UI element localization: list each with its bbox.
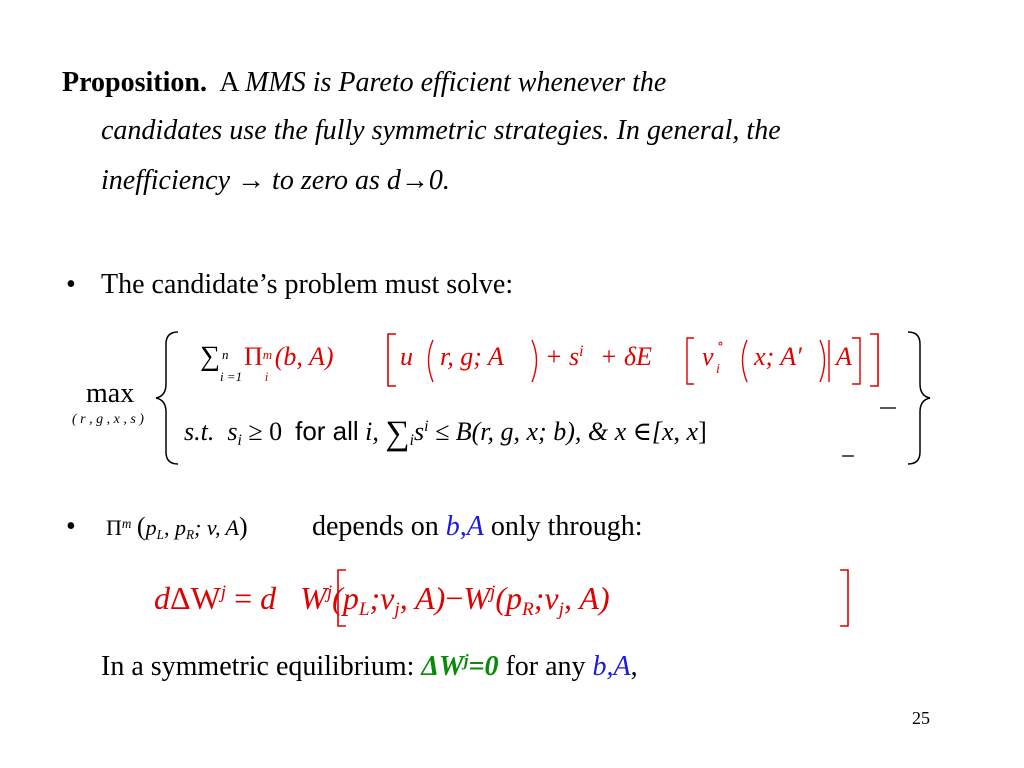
pi1-sup: m <box>262 347 273 362</box>
pi1-sub: i <box>264 369 269 384</box>
pi2-sup: m <box>121 515 132 531</box>
pi2-pl: p <box>145 515 157 540</box>
formula1-row2 <box>184 414 707 453</box>
f2-d2: d <box>252 580 277 616</box>
st-label: s.t. <box>184 417 215 446</box>
budget-constraint: ≤ B(r, g, x; b), & x ∈[ <box>434 417 662 446</box>
pi-expression: $\Pi^m$ (pL, pR; v, A) <box>106 512 248 542</box>
v-sup: ∘ <box>717 337 724 352</box>
sum2-sub: i <box>409 431 414 449</box>
big-bracket-open <box>388 334 396 386</box>
f2-d: d <box>154 580 170 616</box>
sym-delta-w: ΔW <box>421 651 464 682</box>
f2-delta-w: ΔW <box>170 580 221 616</box>
sym-ba-blue: b,A <box>592 651 631 682</box>
f2-j5: j <box>558 598 564 620</box>
pi2-pl-sub: L <box>156 526 164 542</box>
f2-w1: W <box>300 580 327 616</box>
x-lower: x <box>662 417 674 446</box>
formula1-row1 <box>200 340 334 384</box>
f2-w2-open: (p <box>495 580 523 616</box>
bullet-marker-2: • <box>66 511 76 542</box>
f2-bracket-close <box>840 570 848 626</box>
u-symbol: u <box>400 342 413 371</box>
v-sub: i <box>716 362 720 377</box>
sym-comma: , <box>630 651 638 682</box>
x-upper: x <box>686 417 699 446</box>
delta-wj-green <box>421 651 498 682</box>
big-bracket-close <box>870 334 878 386</box>
symmetric-line <box>101 650 638 687</box>
pi-symbol-1: Π <box>243 342 263 371</box>
formula2 <box>154 578 610 624</box>
max-subscript: ( r , g , x , s ) <box>72 412 144 427</box>
f2-semi-v1: ;v <box>369 580 395 616</box>
for-all: for all <box>295 416 359 446</box>
x-comma: , <box>673 417 681 446</box>
bullet-text-2 <box>312 510 643 544</box>
pi2-paren-close: ) <box>239 512 248 541</box>
only-through-text: only through: <box>490 511 643 542</box>
s-var-sub: i <box>237 431 242 449</box>
pi2-pr-sub: R <box>185 526 194 542</box>
f2-semi-v2: ;v <box>533 580 559 616</box>
proposition-lead: A <box>219 67 239 98</box>
x-close: ] <box>698 417 707 446</box>
v-paren-open <box>743 340 748 382</box>
v-args: x; A′ <box>754 342 802 371</box>
bullet-marker-1: • <box>66 269 76 300</box>
pi2-paren-open: ( <box>136 512 146 541</box>
f2-l: L <box>358 598 370 620</box>
max-word: max <box>86 378 135 409</box>
i-comma: i, <box>365 417 379 446</box>
f2-r: R <box>522 598 534 620</box>
v-term <box>702 340 714 374</box>
pi-symbol-2: Π <box>106 515 122 540</box>
proposition-text-1: MMS is Pareto efficient whenever the <box>245 67 667 98</box>
symmetric-text: In a symmetric equilibrium: <box>101 651 415 682</box>
u-term <box>400 340 413 374</box>
f2-w2: W <box>463 580 491 616</box>
f2-w1-open: (p <box>332 580 359 616</box>
f2-j3: j <box>394 598 400 620</box>
f2-eq: = <box>234 580 253 616</box>
left-brace <box>156 332 178 464</box>
f2-a-close1: , A) <box>399 580 446 616</box>
for-any-text: for any <box>505 651 586 682</box>
s2-sup: i <box>424 418 429 436</box>
s2-var: s <box>414 417 425 446</box>
ba-blue: b,A <box>445 511 484 542</box>
sum1-sup: n <box>221 347 229 362</box>
condition-a: A <box>836 342 852 371</box>
pi2-rest: ; v, A <box>194 515 239 540</box>
sym-j: j <box>463 650 469 670</box>
u-args: r, g; A <box>440 342 504 371</box>
sym-eq0: =0 <box>468 651 499 682</box>
s-var: s <box>227 417 238 446</box>
pi2-pr: p <box>174 515 186 540</box>
v-symbol: v <box>702 342 714 371</box>
sum-symbol-2: ∑ <box>385 415 410 452</box>
u-paren-open <box>429 340 434 382</box>
plus-s: + s <box>545 342 580 371</box>
f2-a-close2: , A) <box>563 580 610 616</box>
v-paren-close <box>820 340 825 382</box>
u-paren-close <box>532 340 537 382</box>
f2-j2: j <box>326 582 333 604</box>
f2-minus: − <box>445 580 464 616</box>
f2-j4: j <box>490 582 496 604</box>
proposition-line-3: inefficiency → to zero as d→0. <box>101 165 450 196</box>
sum-symbol-1: ∑ <box>200 341 220 372</box>
page-number: 25 <box>912 708 930 728</box>
pi1-args: (b, A) <box>274 342 334 371</box>
geq-zero: ≥ 0 <box>248 417 283 446</box>
sum1-sub: i =1 <box>219 369 243 384</box>
inner-bracket-open <box>687 338 694 384</box>
proposition-line-2: candidates use the fully symmetric strategies. In general, the <box>101 115 781 146</box>
proposition-line-1 <box>62 66 666 100</box>
depends-on-text: depends on <box>312 511 439 542</box>
inner-bracket-close <box>852 338 860 384</box>
f2-j1: j <box>220 582 227 604</box>
delta-e-term: + δE <box>600 342 653 371</box>
right-brace <box>908 332 930 464</box>
s-sup: i <box>579 343 584 361</box>
proposition-label: Proposition. <box>62 67 207 98</box>
bullet-text-1: The candidate’s problem must solve: <box>101 269 514 300</box>
plus-s-term <box>545 340 584 378</box>
